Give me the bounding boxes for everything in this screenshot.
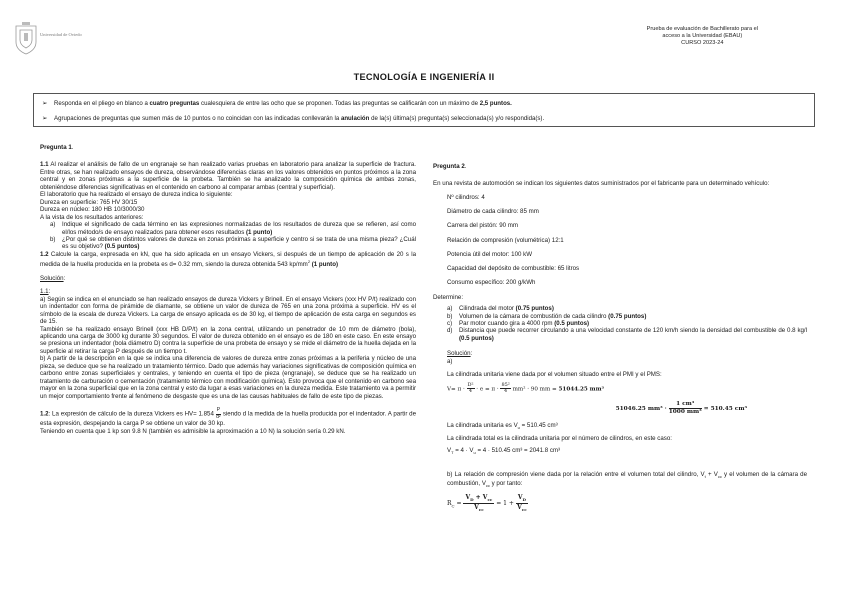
question-1-heading: Pregunta 1. [40, 144, 74, 151]
q1-solution-1-2: 1.2: La expresión de cálculo de la dureza Vickers es HV= 1.854 $\frac{P}{\text{d²}}$ siendo d la medida de la huella producida por el indentador. A partir de esta expresión, despejando la carga P se obtiene un valor de 30 kp. [40, 407, 416, 428]
q2-intro: En una revista de automoción se indican los siguientes datos suministrados por el fabricante para un determinado vehículo: [433, 180, 770, 188]
unit-conversion-equation: 51046.25 mm³ · $\frac{\text{1 cm³}}{\text{1000 mm³}}$ = 510.45 cm³ [615, 400, 747, 415]
q2-determine: Determine: [433, 293, 464, 301]
header-line-1: Prueba de evaluación de Bachillerato para el [646, 26, 758, 32]
q2-subquestion-c: c) Par motor cuando gira a 4000 rpm (0.5 puntos) [447, 320, 590, 328]
q2-spec-list [433, 194, 807, 287]
arrow-bullet-icon: ➢ [42, 115, 48, 122]
header-line-3: CURSO 2023-24 [681, 40, 724, 46]
compression-ratio-equation: $R_C$ = $V_D + V_{cc}$ $V_{cc}$ = 1 + $V_D$ $V_{cc}$ [447, 493, 527, 513]
q2-solution-b: b) La relación de compresión viene dada por la relación entre el volumen total del cilindro, $V_t + V_{cc}$ y el volumen de la cámara de combustión, $V_{cc}$ y por tanto: [447, 470, 807, 489]
q1-solution-1-2-conversion: Teniendo en cuenta que 1 kp son 9.8 N (también es admisible la aproximación a 10 N) la solución sería 0.29 kN. [40, 427, 346, 435]
q2-solution-a-label: a) [447, 357, 453, 365]
question-1-column [40, 144, 416, 435]
university-name: Universidad de Oviedo [40, 32, 82, 37]
q2-solution-heading: Solución: [447, 350, 473, 358]
spec-compression: Relación de compresión (volumétrica) 12:1 [447, 236, 564, 244]
total-displacement-line: La cilindrada total es la cilindrada unitaria por el número de cilindros, en este caso: [447, 435, 672, 443]
q2-solution-a-text: La cilindrada unitaria viene dada por el volumen situado entre el PMI y el PMS: [447, 371, 662, 379]
q2-subquestion-d: d) Distancia que puede recorrer circulando a una velocidad constante de 120 km/h siendo la densidad del combustible de 0.8 kg/l (0.5 puntos) [447, 327, 807, 342]
spec-power: Potencia útil del motor: 100 kW [447, 250, 532, 258]
q1-lab-line: El laboratorio que ha realizado el ensayo de dureza indica lo siguiente: [40, 191, 233, 199]
q2-subquestion-b: b) Volumen de la cámara de combustión de cada cilindro (0.75 puntos) [447, 312, 647, 320]
spec-bore: Diámetro de cada cilindro: 85 mm [447, 208, 539, 216]
instruction-1: ➢ Responda en el pliego en blanco a cuatro preguntas cualesquiera de entre las ocho que se proponen. Todas las preguntas se calificarán con un máximo de 2,5 puntos. [42, 100, 512, 107]
header-line-2: acceso a la Universidad (EBAU) [662, 33, 743, 39]
instructions-box [33, 93, 815, 127]
page-title: TECNOLOGÍA E INGENIERÍA II [353, 72, 495, 82]
question-2-column [433, 163, 807, 513]
q1-solution-b: b) A partir de la descripción en la que se indica una diferencia de valores de dureza entre zonas próximas a la periferia y núcleo de una pieza, se deduce que se ha realizado un tratamiento térmico. Dado que además hay variaciones significativas de composición química en carbono entre zonas superficiales y centrales, y teniendo en cuenta el tipo de pieza (engranaje), se deduce que se ha realizado un tratamiento de carburación o cementación (tratamiento térmico con modificación química). Esto provoca que el contenido en carbono sea mayor en la zona superficial que en la zona central y esto da lugar a esas variaciones en la dureza medida. Este tratamiento va a permitir un mejor comportamiento frente al fenómeno de desgaste que es una de las causas habituales de fallo de este tipo de piezas. [40, 355, 416, 400]
q1-statement-1-2: 1.2 Calcule la carga, expresada en kN, que ha sido aplicada en un ensayo Vickers, si después de un tiempo de aplicación de 20 s la medida de la huella producida en la probeta es d= 0.32 mm, siendo la dureza obtenida 543 $kp/mm^2$ (1 punto) [40, 250, 416, 269]
exam-header [647, 26, 758, 47]
q1-solution-a-brinell: También se ha realizado ensayo Brinell (xxx HB D/P/t) en la zona central, utilizando un penetrador de 10 mm de diámetro (bola), aplicando una carga de 3000 kg durante 30 segundos. El valor de dureza obtenido en el ensayo es de 180 en este caso. En este ensayo se presiona un indentador (bola diámetro D) contra la superficie de una probeta de ensayo y se mide el diámetro de la huella dejada en la superficie al retirar la carga P después de un tiempo t. [40, 325, 416, 355]
spec-cylinders: Nº cilindros: 4 [447, 193, 485, 201]
q1-subquestion-b: b) ¿Por qué se obtienen distintos valores de dureza en zonas próximas a superficie y centro si se trata de una misma pieza? ¿Cuál es su objetivo? (0.5 puntos) [50, 235, 416, 251]
q1-core-hardness: Dureza en núcleo: 180 HB 10/3000/30 [40, 206, 145, 214]
question-2-heading: Pregunta 2. [433, 163, 467, 170]
q1-solution-heading: Solución: [40, 274, 66, 282]
q2-subquestion-a: a) Cilindrada del motor (0.75 puntos) [447, 305, 554, 313]
arrow-bullet-icon: ➢ [42, 100, 48, 107]
spec-consumption: Consumo específico: 200 g/kWh [447, 279, 536, 287]
q1-solution-1-1-heading: 1.1: [40, 288, 51, 296]
displacement-equation: V= π · $\frac{\text{D²}}{4}$ · e = π · $\frac{\text{85²}}{4}$ mm² · 90 mm = 51044.25 mm³ [447, 381, 604, 395]
university-logo [10, 20, 96, 58]
total-displacement-equation: $V_T = 4 \cdot V_u = 4 \cdot 510.45$ cm³ = 2041.8 cm³ [447, 446, 561, 456]
spec-stroke: Carrera del pistón: 90 mm [447, 222, 518, 230]
q1-surface-hardness: Dureza en superficie: 765 HV 30/15 [40, 198, 138, 206]
spec-tank: Capacidad del depósito de combustible: 65 litros [447, 265, 580, 273]
q1-solution-a: a) Según se indica en el enunciado se han realizado ensayos de dureza Vickers y Brinell. En el ensayo Vickers (xxx HV P/t) realizado con un indentador con forma de pirámide de diamante, se obtiene un valor de dureza de 765 en una zona próxima a superficie. HV es el símbolo de la escala de dureza Vickers. La carga de ensayo aplicada es de 30 kg, el tiempo de aplicación de esta carga en segundos es de 15. [40, 295, 416, 326]
unit-displacement-line: La cilindrada unitaria es $V_u = 510.45$ cm³ [447, 421, 558, 430]
instruction-2: ➢ Agrupaciones de preguntas que sumen más de 10 puntos o no coincidan con las indicadas conllevarán la anulación de la(s) última(s) pregunta(s) seleccionada(s) y/o respondida(s). [42, 115, 545, 122]
q1-results-intro: A la vista de los resultados anteriores: [40, 213, 144, 221]
q1-statement-1-1: 1.1 Al realizar el análisis de fallo de un engranaje se han realizado varias pruebas en laboratorio para analizar la superficie de fractura. Entre otras, se han realizado ensayos de dureza, observándose diferencias claras en los valores obtenidos en puntos próximos a la zona central y en zonas próximas a la superficie de la probeta. También se ha analizado la composición química de ambas zonas, obteniéndose diferencias significativas en el contenido en carbono al comparar ambas (central y superficial). [40, 161, 416, 191]
vickers-fraction: $\frac{P}{\text{d²}}$ [216, 407, 221, 420]
q1-subquestion-a: a) Indique el significado de cada término en las expresiones normalizadas de los resultados de dureza que se refieren, así como el/los método/s de ensayo realizados para obtener esos resultados (1 punto) [50, 221, 416, 236]
